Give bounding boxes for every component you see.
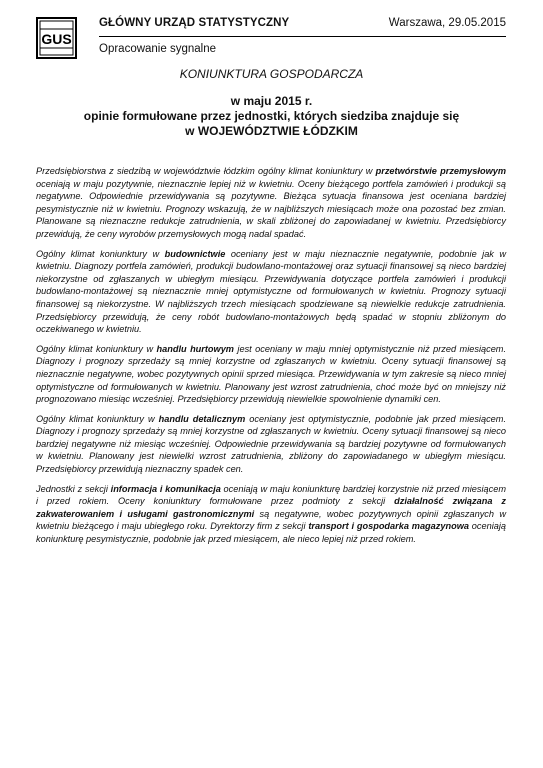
- sector-manufacturing: przetwórstwie przemysłowym: [375, 166, 506, 176]
- paragraph-manufacturing: Przedsiębiorstwa z siedzibą w województwie łódzkim ogólny klimat koniunktury w przetwórstwie przemysłowym oceniają w maju pozytywnie, nieznacznie lepiej niż w kwietniu. Oceny bieżącego portfela zamówień i produkcji są negatywne. Odpowiednie przewidywania są pozytywne. Bieżąca sytuacja finansowa jest oceniana bardziej pesymistycznie niż w kwietniu. Prognozy wskazują, że w najbliższych miesiącach może ona pozostać bez zmian. Planowane są nieznaczne redukcje zatrudnienia, w skali zbliżonej do zapowiadanej w kwietniu. Przedsiębiorcy przewidują, że ceny wyrobów przemysłowych mogą nadal spadać.: [36, 166, 506, 239]
- document-date: Warszawa, 29.05.2015: [388, 17, 506, 29]
- paragraph-retail: Ogólny klimat koniunktury w handlu detalicznym oceniany jest optymistycznie, podobnie jak przed miesiącem. Diagnozy i prognozy sprzedaży są mniej korzystne od zgłaszanych w kwietniu. Oceny sytuacji finansowej są nieco bardziej negatywne niż miesiąc wcześniej. Odpowiednie przewidywania są bardziej pozytywne od formułowanych w kwietniu. Planowany jest niewielki wzrost zatrudnienia, zbliżony do zapowiadanego w ubiegłym miesiącu. Przedsiębiorcy przewidują nieznaczny spadek cen.: [36, 413, 506, 475]
- title-block: [0, 67, 543, 139]
- document-title-line-1: w maju 2015 r.: [230, 94, 313, 108]
- sector-construction: budownictwie: [164, 248, 226, 259]
- document-title-line-2: opinie formułowane przez jednostki, których siedziba znajduje się: [83, 109, 460, 123]
- document-title-line-3: w WOJEWÓDZTWIE ŁÓDZKIM: [185, 124, 358, 138]
- document-subtitle: Opracowanie sygnalne: [99, 43, 216, 55]
- document-body: [36, 165, 506, 553]
- header-divider: [99, 36, 506, 37]
- sector-transport-storage: transport i gospodarka magazynowa: [308, 521, 469, 532]
- sector-wholesale: handlu hurtowym: [156, 343, 234, 354]
- gus-logo: [36, 17, 77, 59]
- sector-accommodation-food: działalność związana z zakwaterowaniem i usługami gastronomicznymi: [36, 496, 506, 519]
- document-type: KONIUNKTURA GOSPODARCZA: [179, 67, 364, 81]
- paragraph-services: Jednostki z sekcji informacja i komunikacja oceniają w maju koniunkturę bardziej korzystnie niż przed miesiącem i przed rokiem. Oceny koniunktury formułowane przez podmioty z sekcji działalność związana z zakwaterowaniem i usługami gastronomicznymi są negatywne, wobec pozytywnych opinii zgłaszanych w kwietniu bieżącego i maju ubiegłego roku. Dyrektorzy firm z sekcji transport i gospodarka magazynowa oceniają koniunkturę pesymistycznie, podobnie jak przed miesiącem, ale nieco lepiej niż przed rokiem.: [36, 483, 507, 545]
- sector-retail: handlu detalicznym: [158, 413, 246, 424]
- sector-information-communication: informacja i komunikacja: [110, 483, 221, 494]
- logo-text: GUS: [41, 31, 72, 47]
- organization-name: GŁÓWNY URZĄD STATYSTYCZNY: [99, 17, 290, 29]
- paragraph-construction: Ogólny klimat koniunktury w budownictwie oceniany jest w maju nieznacznie negatywnie, podobnie jak w kwietniu. Diagnozy portfela zamówień, produkcji budowlano-montażowej oraz sytuacji finansowej są nieco bardziej niekorzystne od zgłaszanych w ubiegłym miesiącu. Przewidywania dotyczące portfela zamówień i produkcji budowlano-montażowej są nieznacznie mniej optymistyczne od formułowanych w kwietniu. Prognozy sytuacji finansowej są niekorzystne. W najbliższych trzech miesiącach spodziewane są niewielkie redukcje zatrudnienia. Przedsiębiorcy przewidują, że ceny robót budowlano-montażowych będą spadać w stopniu zbliżonym do oczekiwanego w kwietniu.: [36, 248, 506, 335]
- paragraph-wholesale: Ogólny klimat koniunktury w handlu hurtowym jest oceniany w maju mniej optymistycznie niż przed miesiącem. Diagnozy i prognozy sprzedaży są mniej korzystne od zgłaszanych w kwietniu. Oceny sytuacji finansowej są nieznacznie negatywne, wobec pozytywnych opinii sprzed miesiąca. Przewidywania w tym zakresie są nieco mniej optymistyczne od formułowanych w kwietniu. Planowany jest wzrost zatrudnienia, choć może być on mniejszy niż prognozowano miesiąc wcześniej. Przedsiębiorcy przewidują niewielkie spowolnienie dynamiki cen.: [36, 343, 507, 405]
